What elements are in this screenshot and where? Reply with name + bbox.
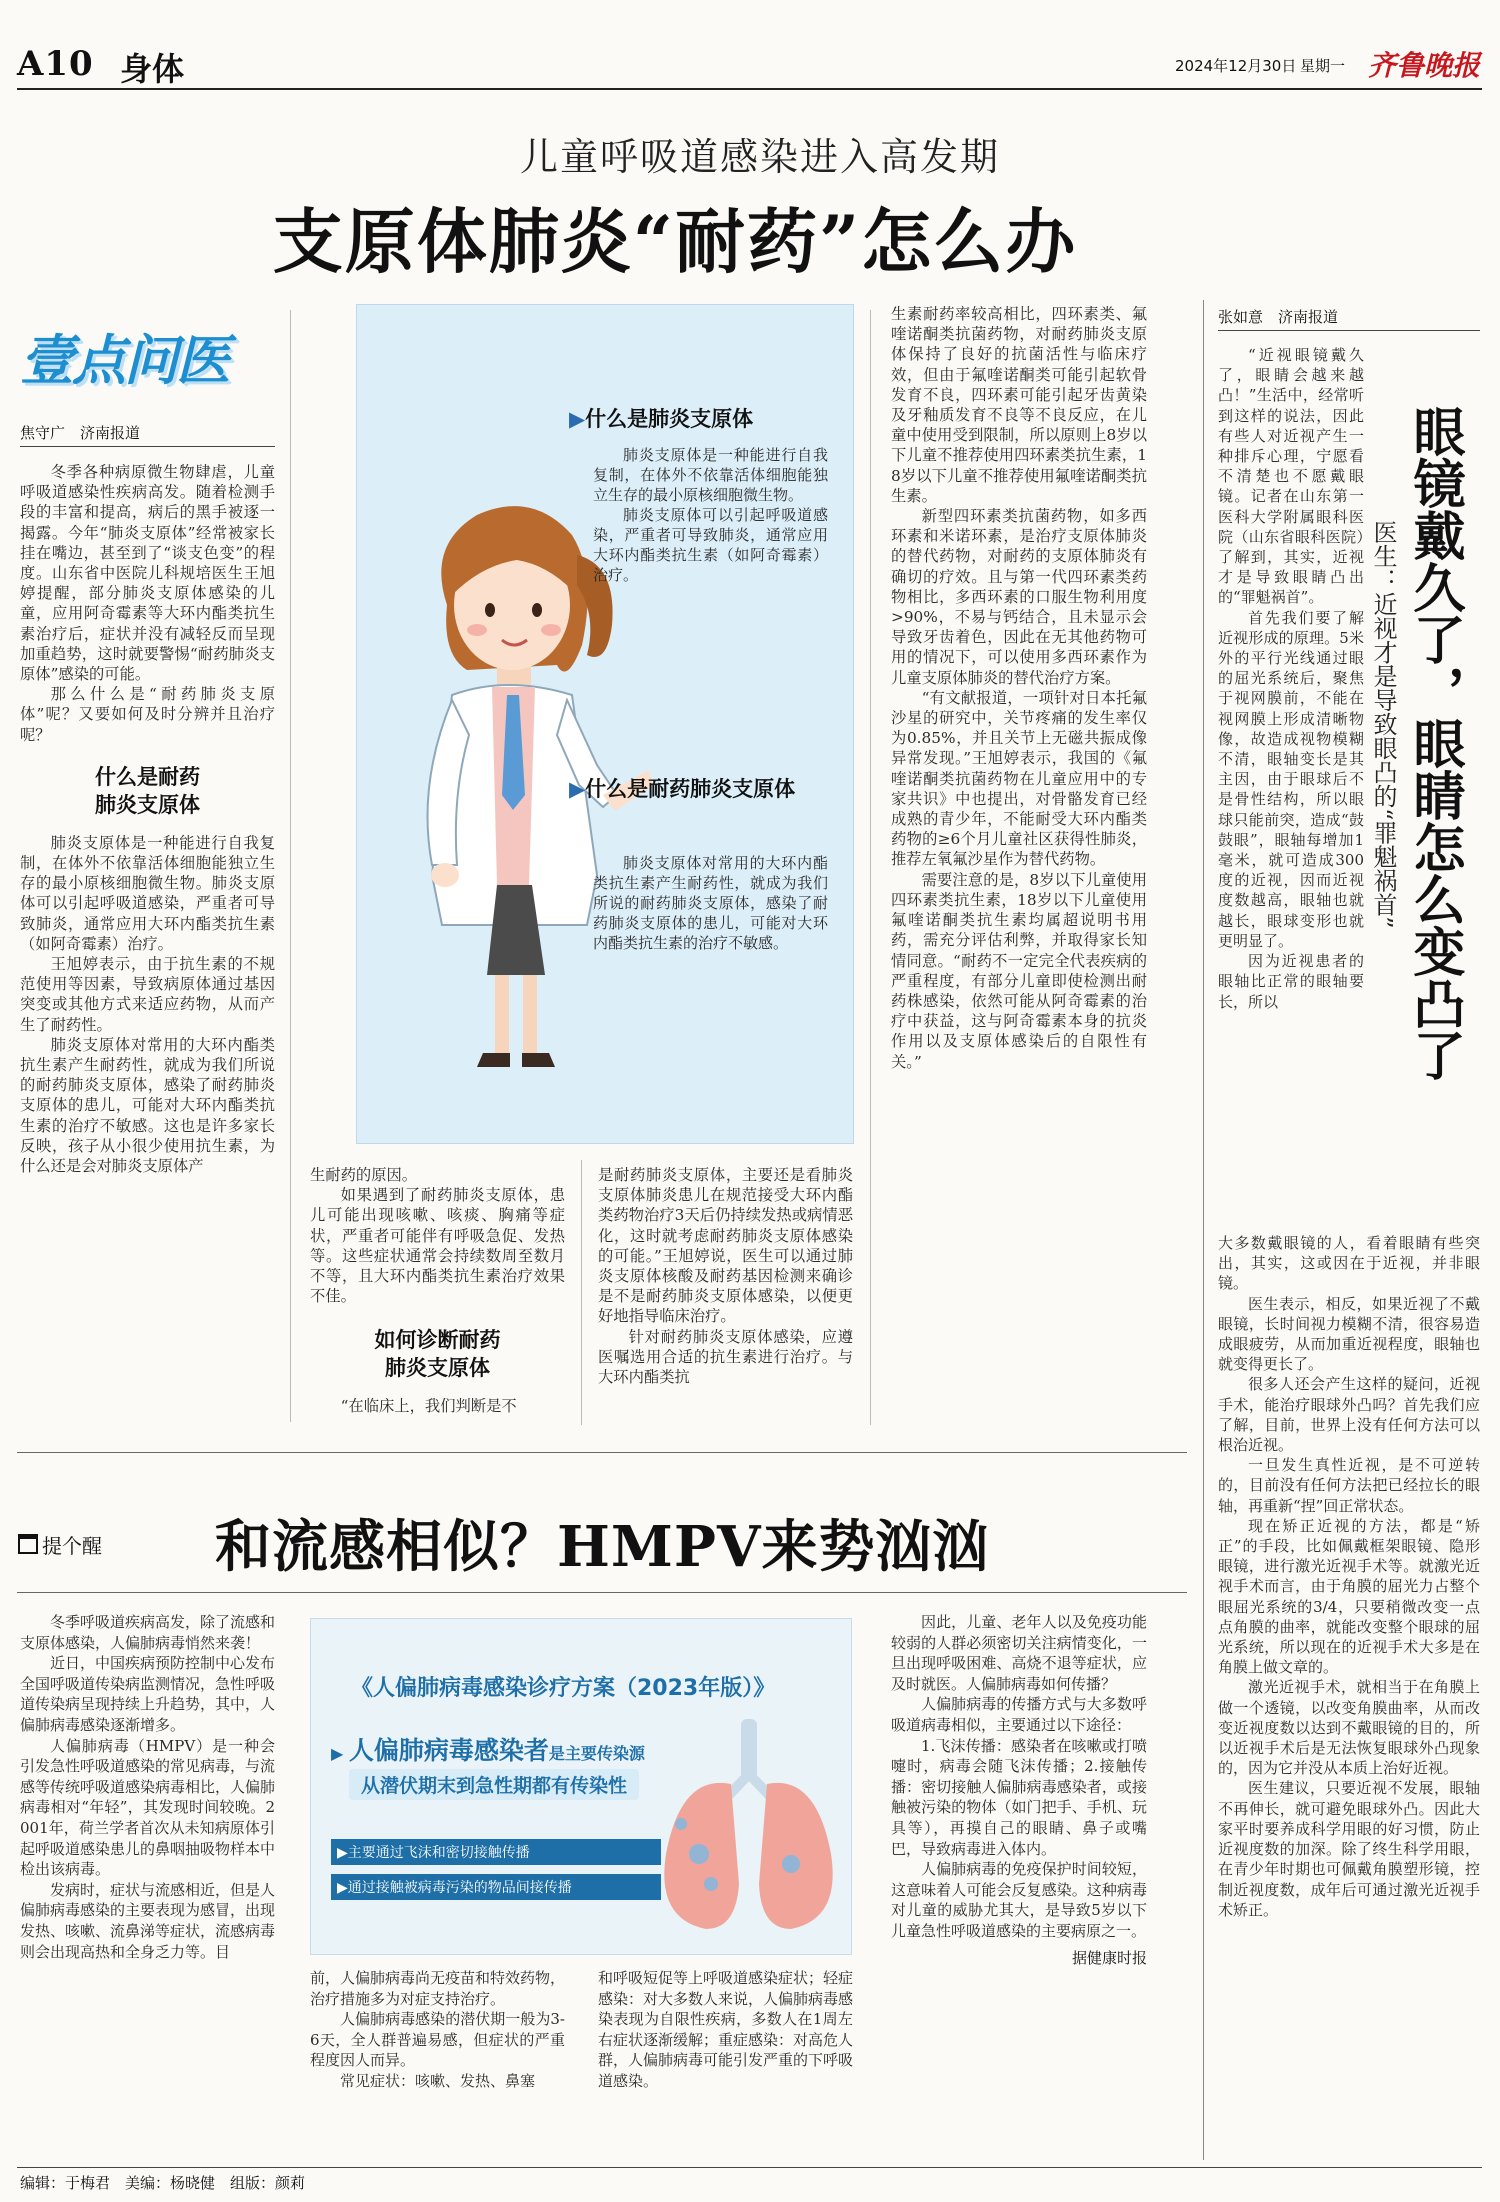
box-heading-1-text: 什么是肺炎支原体 [585, 407, 754, 431]
footer-credits: 编辑：于梅君 美编：杨晓健 组版：颜莉 [20, 2174, 306, 2192]
paragraph: 需要注意的是，8岁以下儿童使用四环素类抗生素，18岁以下儿童使用氟喹诺酮类抗生素均属超说明书用药，需充分评估利弊，并取得家长知情同意。“耐药不一定完全代表疾病的严重程度，有部分儿童即使检测出耐药株感染，依然可能从阿奇霉素的治疗中获益，这与阿奇霉素本身的抗炎作用以及支原体感染后的自限性有关。” [891, 870, 1147, 1071]
column-logo [20, 318, 300, 393]
subheading: 如何诊断耐药 肺炎支原体 [374, 1328, 501, 1381]
paragraph: 新型四环素类抗菌药物，如多西环素和米诺环素，是治疗支原体肺炎的替代药物，对耐药的支原体肺炎有确切的疗效。且与第一代四环素类药物相比，多西环素的口服生物利用度>90%，不易与钙结合，且未显示会导致牙齿着色，因此在无其他药物可用的情况下，可以使用多西环素作为儿童支原体肺炎的替代治疗方案。 [891, 507, 1147, 687]
paragraph: 因为近视患者的眼轴比正常的眼轴要长，所以 [1218, 952, 1364, 1011]
paragraph: 很多人还会产生这样的疑问，近视手术，能治疗眼球外凸吗？首先我们应了解，目前，世界上没有任何方法可以根治近视。 [1218, 1375, 1480, 1455]
lungs-illustration [651, 1714, 846, 1944]
paragraph: 一旦发生真性近视，是不可逆转的，目前没有任何方法把已经拉长的眼轴，再重新“捏”回正常状态。 [1218, 1456, 1480, 1515]
paragraph: 医生建议，只要近视不发展，眼轴不再伸长，就可避免眼球外凸。因此大家平时要养成科学用眼的好习惯，防止近视度数的加深。除了终生科学用眼，在青少年时期也可佩戴角膜塑形镜，控制近视度数，成年后可通过激光近视手术矫正。 [1218, 1779, 1480, 1919]
paragraph: 近日，中国疾病预防控制中心发布全国呼吸道传染病监测情况，急性呼吸道传染病呈现持续上升趋势，其中，人偏肺病毒感染逐渐增多。 [20, 1654, 276, 1734]
paragraph: 冬季各种病原微生物肆虐，儿童呼吸道感染性疾病高发。随着检测手段的丰富和提高，病后的黑手被逐一揭露。今年“肺炎支原体”经常被家长挂在嘴边，甚至到了“谈支色变”的程度。山东省中医院儿科规培医生王旭婷提醒，部分肺炎支原体感染的儿童，应用阿奇霉素等大环内酯类抗生素治疗后，症状并没有减轻反而呈现加重趋势，这时就要警惕“耐药肺炎支原体”感染的可能。 [20, 463, 275, 684]
paragraph: 和呼吸短促等上呼吸道感染症状；轻症感染：对大多数人来说，人偏肺病毒感染表现为自限性疾病，多数人在1周左右症状逐渐缓解；重症感染：对高危人群，人偏肺病毒可能引发严重的下呼吸道感染。 [598, 1969, 854, 2090]
section-rule [17, 1452, 1187, 1453]
box-heading-1 [569, 403, 839, 433]
paragraph: 发病时，症状与流感相近，但是人偏肺病毒感染的主要表现为感冒，出现发热、咳嗽、流鼻涕等症状，流感病毒则会出现高热和全身乏力等。目 [20, 1880, 276, 1961]
paragraph: 激光近视手术，就相当于在角膜上做一个透镜，以改变角膜曲率，从而改变近视度数以达到不戴眼镜的目的，所以近视手术后是无法恢复眼球外凸现象的，因为它并没从本质上治好近视。 [1218, 1678, 1480, 1778]
paragraph: 人偏肺病毒的免疫保护时间较短，这意味着人可能会反复感染。这种病毒对儿童的威胁尤其大，是导致5岁以下儿童急性呼吸道感染的主要病原之一。 [891, 1860, 1147, 1940]
paragraph: “有文献报道，一项针对日本托氟沙星的研究中，关节疼痛的发生率仅为0.85%，并且关节上无磁共振成像异常发现。”王旭婷表示，我国的《氟喹诺酮类抗菌药物在儿童应用中的专家共识》中也提出，对骨骼发育已经成熟的青少年，不能耐受大环内酯类药物的≥6个月儿童社区获得性肺炎，推荐左氧氟沙星作为替代药物。 [891, 688, 1147, 869]
article3-col3 [598, 1968, 853, 2092]
triangle-icon: ▶ [337, 1845, 348, 1861]
paragraph: 肺炎支原体是一种能进行自我复制，在体外不依靠活体细胞能独立生存的最小原核细胞微生物。 [593, 446, 828, 504]
infographic-bullet2-text: 通过接触被病毒污染的物品间接传播 [347, 1880, 572, 1896]
article2-byline: 张如意 济南报道 [1218, 306, 1480, 331]
article1-kicker: 儿童呼吸道感染进入高发期 [519, 135, 1000, 179]
column-divider [290, 310, 291, 1422]
paragraph: 王旭婷表示，由于抗生素的不规范使用等因素，导致病原体通过基因突变或其他方式来适应药物，从而产生了耐药性。 [20, 955, 275, 1034]
article2-narrow-col [1218, 345, 1364, 1012]
article1-col2 [310, 1165, 565, 1417]
paragraph: 因此，儿童、老年人以及免疫功能较弱的人群必须密切关注病情变化，一旦出现呼吸困难、高烧不退等症状，应及时就医。人偏肺病毒如何传播？ [891, 1613, 1147, 1693]
infographic-bullet1 [331, 1839, 661, 1865]
paragraph: 那么什么是“耐药肺炎支原体”呢？又要如何及时分辨并且治疗呢？ [20, 685, 275, 744]
triangle-icon: ▶ [569, 777, 586, 801]
subheading: 什么是耐药 肺炎支原体 [95, 764, 200, 817]
paragraph: “近视眼镜戴久了，眼睛会越来越凸！”生活中，经常听到这样的说法，因此有些人对近视产生一种排斥心理，宁愿看不清楚也不愿戴眼镜。记者在山东第一医科大学附属眼科医院（山东省眼科医院）了解到，其实，近视才是导致眼睛凸出的“罪魁祸首”。 [1218, 346, 1364, 607]
box-heading-2-text: 什么是耐药肺炎支原体 [585, 777, 796, 801]
triangle-icon: ▶ [331, 1744, 344, 1763]
article2-headline: 眼镜戴久了，眼睛怎么变凸了 [1404, 405, 1465, 1081]
paragraph: 前，人偏肺病毒尚无疫苗和特效药物，治疗措施多为对症支持治疗。 [310, 1969, 566, 2008]
article1-byline: 焦守广 济南报道 [20, 422, 275, 447]
paragraph: 如果遇到了耐药肺炎支原体，患儿可能出现咳嗽、咳痰、胸痛等症状，严重者可能伴有呼吸急促、发热等。这些症状通常会持续数周至数月不等，且大环内酯类抗生素治疗效果不佳。 [310, 1186, 565, 1306]
infographic-bullet2 [331, 1874, 661, 1900]
paragraph: 冬季呼吸道疾病高发，除了流感和支原体感染，人偏肺病毒悄然来袭！ [20, 1613, 276, 1652]
column-divider [581, 1160, 582, 1425]
paragraph: 人偏肺病毒的传播方式与大多数呼吸道病毒相似，主要通过以下途径： [891, 1695, 1147, 1734]
infographic-title: 《人偏肺病毒感染诊疗方案（2023年版）》 [351, 1676, 776, 1701]
newspaper-logo: 齐鲁晚报 [1368, 49, 1481, 82]
infographic-source-suffix: 是主要传染源 [548, 1744, 645, 1763]
article1-col1 [20, 462, 275, 1176]
paragraph: 肺炎支原体可以引起呼吸道感染，严重者可导致肺炎，通常应用大环内酯类抗生素（如阿奇霉素）治疗。 [593, 506, 828, 584]
article1-headline: 支原体肺炎“耐药”怎么办 [272, 200, 1078, 283]
paragraph: 生耐药的原因。 [310, 1166, 418, 1184]
paragraph: 肺炎支原体对常用的大环内酯类抗生素产生耐药性，就成为我们所说的耐药肺炎支原体，感染了耐药肺炎支原体的患儿，可能对大环内酯类抗生素的治疗不敏感。这也是许多家长反映，孩子从小很少使用抗生素，为什么还是会对肺炎支原体产 [20, 1035, 275, 1176]
column-logo-text: 壹点问医 [20, 329, 228, 392]
issue-date: 2024年12月30日 [1175, 57, 1297, 75]
right-lung [759, 1783, 833, 1929]
infographic-bullet1-text: 主要通过飞沫和密切接触传播 [347, 1845, 530, 1861]
infographic-line1 [331, 1731, 645, 1767]
article2-subtitle: 医生：近视才是导致眼凸的“罪魁祸首” [1369, 520, 1397, 929]
article2-wide-col [1218, 1233, 1480, 1920]
article1-col4 [891, 304, 1147, 1072]
triangle-icon: ▶ [337, 1880, 348, 1896]
article3-tag [18, 1530, 102, 1559]
box-text-2 [593, 853, 828, 953]
column-divider [870, 310, 871, 1425]
paragraph: 人偏肺病毒（HMPV）是一种会引发急性呼吸道感染的常见病毒，与流感等传统呼吸道感染病毒相比，人偏肺病毒相对“年轻”，其发现时间较晚。2001年，荷兰学者首次从未知病原体引起呼吸道感染患儿的鼻咽抽吸物样本中检出该病毒。 [20, 1736, 276, 1879]
article3-source: 据健康时报 [1071, 1948, 1147, 1967]
box-text-1 [593, 445, 828, 585]
paragraph: 大多数戴眼镜的人，看着眼睛有些突出，其实，这或因在于近视，并非眼镜。 [1218, 1234, 1480, 1293]
paragraph: 常见症状：咳嗽、发热、鼻塞 [340, 2071, 536, 2090]
column-divider [1203, 300, 1204, 2160]
article3-col2 [310, 1968, 565, 2092]
paragraph: 人偏肺病毒感染的潜伏期一般为3-6天，全人群普遍易感，但症状的严重程度因人而异。 [310, 2010, 565, 2070]
infographic-source-label: 人偏肺病毒感染者 [348, 1736, 549, 1765]
issue-weekday: 星期一 [1300, 57, 1346, 75]
paragraph: 首先我们要了解近视形成的原理。5米外的平行光线通过眼的屈光系统后，聚焦于视网膜前，不能在视网膜上形成清晰物像，故造成视物模糊不清，眼轴变长是其主因，由于眼球后不是骨性结构，所以眼球只能前突，造成“鼓鼓眼”，眼轴每增加1毫米，就可造成300度的近视，因而近视度数越高，眼轴也就越长，眼球变形也就更明显了。 [1218, 608, 1364, 950]
footer-rule [17, 2167, 1482, 2168]
page-header [0, 0, 1500, 90]
page-number: A10 [17, 44, 94, 84]
paragraph: 是耐药肺炎支原体，主要还是看肺炎支原体肺炎患儿在规范接受大环内酯类药物治疗3天后仍持续发热或病情恶化，这时就考虑耐药肺炎支原体感染的可能。”王旭婷说，医生可以通过肺炎支原体核酸及耐药基因检测来确诊是不是耐药肺炎支原体感染，以便更好地指导临床治疗。 [598, 1166, 853, 1326]
article1-col3 [598, 1165, 853, 1387]
paragraph: “在临床上，我们判断是不 [340, 1397, 517, 1416]
hmpv-infographic [310, 1618, 852, 1955]
section-rule [17, 1592, 1187, 1593]
paragraph: 肺炎支原体是一种能进行自我复制，在体外不依靠活体细胞能独立生存的最小原核细胞微生物。肺炎支原体可以引起呼吸道感染，严重者可导致肺炎，通常应用大环内酯类抗生素（如阿奇霉素）治疗。 [20, 833, 275, 953]
paragraph: 1.飞沫传播：感染者在咳嗽或打喷嚏时，病毒会随飞沫传播；2.接触传播：密切接触人偏肺病毒感染者，或接触被污染的物体（如门把手、手机、玩具等），再摸自己的眼睛、鼻子或嘴巴，导致病毒进入体内。 [891, 1736, 1147, 1858]
header-rule [17, 88, 1482, 90]
article3-col1 [20, 1612, 275, 1962]
paragraph: 现在矫正近视的方法，都是“矫正”的手段，比如佩戴框架眼镜、隐形眼镜，进行激光近视手术等。就激光近视手术而言，由于角膜的屈光力占整个眼屈光系统的3/4，只要稍微改变一点点角膜的曲率，就能改变整个眼球的屈光系统，所以现在的近视手术大多是在角膜上做文章的。 [1218, 1516, 1480, 1677]
paragraph: 肺炎支原体对常用的大环内酯类抗生素产生耐药性，就成为我们所说的耐药肺炎支原体，感染了耐药肺炎支原体的患儿，可能对大环内酯类抗生素的治疗不敏感。 [593, 854, 828, 952]
infographic-line2: 从潜伏期末到急性期都有传染性 [349, 1769, 639, 1800]
info-box [356, 304, 854, 1144]
paragraph: 医生表示，相反，如果近视了不戴眼镜，长时间视力模糊不清，很容易造成眼疲劳，从而加重近视程度，眼轴也就变得更长了。 [1218, 1294, 1480, 1374]
paragraph: 针对耐药肺炎支原体感染，应遵医嘱选用合适的抗生素进行治疗。与大环内酯类抗 [598, 1327, 853, 1387]
article3-col4 [891, 1612, 1147, 1968]
triangle-icon: ▶ [569, 407, 586, 431]
note-icon [18, 1534, 38, 1554]
article3-tag-text: 提个醒 [42, 1534, 102, 1558]
paragraph: 生素耐药率较高相比，四环素类、氟喹诺酮类抗菌药物，对耐药肺炎支原体保持了良好的抗菌活性与临床疗效，但由于氟喹诺酮类可能引起软骨发育不良，四环素可能引起牙齿黄染及牙釉质发育不良等不良反应，在儿童中使用受到限制，所以原则上8岁以下儿童不推荐使用四环素类抗生素，18岁以下儿童不推荐使用氟喹诺酮类抗生素。 [891, 305, 1147, 505]
section-name: 身体 [120, 50, 185, 88]
box-heading-2 [569, 775, 834, 804]
article3-headline: 和流感相似？HMPV来势汹汹 [215, 1514, 990, 1580]
